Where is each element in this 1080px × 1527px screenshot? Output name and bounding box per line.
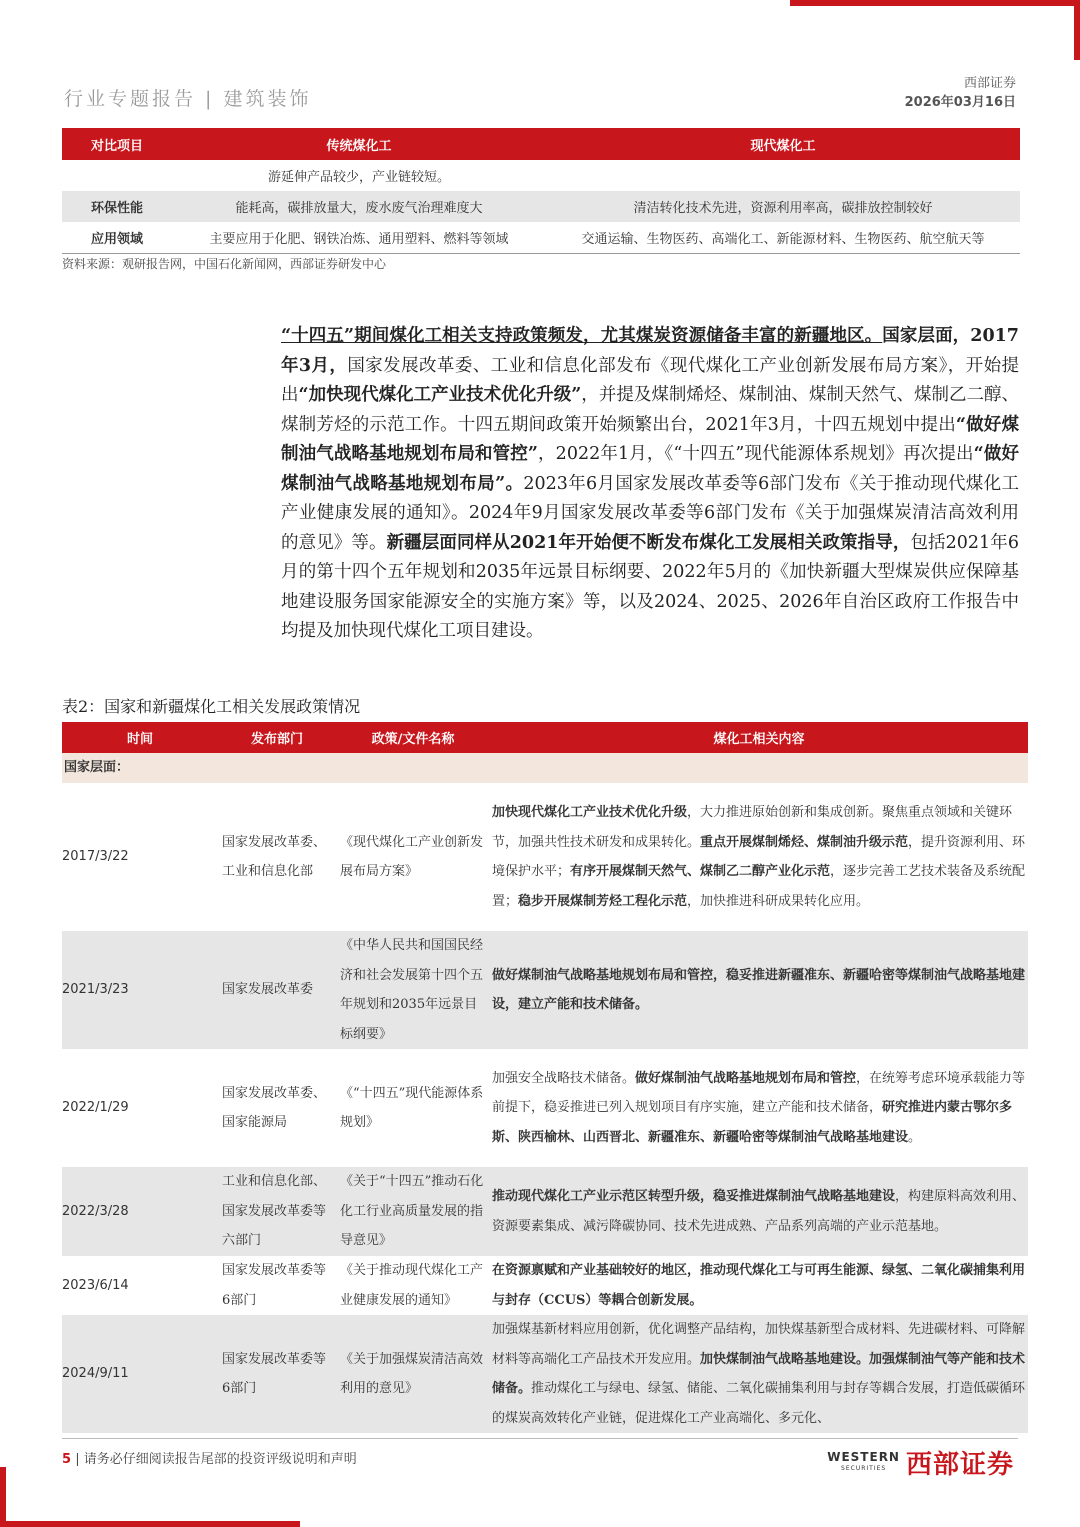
policy-content (490, 931, 1028, 1049)
header-date: 2026年03月16日 (904, 95, 1016, 110)
content-bold: 做好煤制油气战略基地规划布局和管控，稳妥推进新疆准东、新疆哈密等煤制油气战略基地建设，建立产能和技术储备。 (492, 967, 1026, 1012)
logo-english (827, 1451, 900, 1475)
header-info (905, 74, 1016, 112)
content-text: 。 (908, 1129, 922, 1145)
table-header-row (62, 722, 1028, 753)
para-bold: 新疆层面同样从2021年开始便不断发布煤化工发展相关政策指导， (386, 532, 911, 553)
content-bold: 加快煤制油气战略基地建设。加强煤制油气等产能和技术储备。 (492, 1351, 1026, 1396)
policy-content (490, 1315, 1028, 1433)
policy-content (490, 1167, 1028, 1256)
page-number: 5 (62, 1452, 72, 1467)
content-bold: 推动现代煤化工产业示范区转型升级，稳妥推进煤制油气战略基地建设 (492, 1189, 896, 1204)
footer-divider (62, 1438, 1018, 1439)
content-text: ，在统筹考虑环境承载能力等前提下，稳妥推进已列入规划项目有序实施，建立产能和技术储备， (492, 1070, 1026, 1116)
policy-date: 2022/1/29 (62, 1100, 129, 1116)
comparison-table (62, 128, 1020, 254)
policy-dept: 工业和信息化部、国家发展改革委等六部门 (218, 1167, 336, 1256)
content-bold: 研究推进内蒙古鄂尔多斯、陕西榆林、山西晋北、新疆准东、新疆哈密等煤制油气战略基地建设 (492, 1100, 1013, 1145)
policy-date: 2021/3/23 (62, 931, 218, 1049)
table-cell: 能耗高，碳排放量大，废水废气治理难度大 (172, 191, 546, 222)
content-bold: 稳步开展煤制芳烃工程化示范 (518, 893, 688, 909)
table-row (62, 783, 1028, 931)
table-cell: 游延伸产品较少，产业链较短。 (267, 170, 450, 185)
policy-dept: 国家发展改革委 (218, 931, 336, 1049)
footer-disclaimer: 5 | 请务必仔细阅读报告尾部的投资评级说明和声明 (62, 1452, 357, 1467)
content-bold: 加快现代煤化工产业技术优化升级 (492, 805, 688, 820)
policy-content (490, 1049, 1028, 1167)
policy-dept: 国家发展改革委、国家能源局 (222, 1085, 327, 1130)
content-text: ，大力推进原始创新和集成创新。聚焦重点领域和关键环节，加强共性技术研发和成果转化。 (492, 805, 1013, 850)
header-cell: 传统煤化工 (172, 128, 546, 160)
table-row (62, 160, 1020, 191)
content-text: ，逐步完善工艺技术装备及系统配置； (492, 864, 1026, 909)
disclaimer-text: 请务必仔细阅读报告尾部的投资评级说明和声明 (83, 1452, 357, 1467)
table-cell: 主要应用于化肥、钢铁冶炼、通用塑料、燃料等领域 (172, 222, 546, 254)
para-text: 包括2021年6月的第十四个五年规划和2035年远景目标纲要、2022年5月的《加快新疆大型煤炭供应保障基地建设服务国家能源安全的实施方案》等，以及2024、2025、2026年自治区政府工作报告中均提及加快现代煤化工项目建设。 (281, 532, 1020, 641)
header-cell: 政策/文件名称 (336, 722, 490, 753)
content-text: 推动煤化工与绿电、绿氢、储能、二氧化碳捕集利用与封存等耦合发展，打造低碳循环的煤炭高效转化产业链，促进煤化工产业高端化、多元化、 (492, 1381, 1026, 1426)
policy-content (490, 783, 1028, 931)
content-bold: 有序开展煤制天然气、煤制乙二醇产业化示范 (570, 864, 831, 879)
table-cell (62, 160, 172, 191)
content-bold: 做好煤制油气战略基地规划布局和管控 (635, 1070, 857, 1086)
policy-date: 2023/6/14 (62, 1277, 129, 1293)
body-paragraph (281, 322, 1019, 647)
table-row (62, 931, 1028, 1049)
policy-name: 《中华人民共和国国民经济和社会发展第十四个五年规划和2035年远景目标纲要》 (336, 931, 490, 1049)
table-row (62, 222, 1020, 254)
content-text: ，提升资源利用、环境保护水平； (492, 834, 1026, 879)
policy-dept: 国家发展改革委等6部门 (222, 1263, 327, 1308)
logo-chinese: 西部证券 (905, 1450, 1014, 1480)
table-row (62, 1256, 1028, 1315)
policy-content (490, 1256, 1028, 1315)
table-cell (546, 160, 1020, 191)
header-cell: 现代煤化工 (546, 128, 1020, 160)
policy-date: 2024/9/11 (62, 1315, 218, 1433)
content-text: 加强安全战略技术储备。 (492, 1070, 636, 1086)
logo-en-sub: SECURITIES (841, 1464, 887, 1472)
policy-name: 《关于推动现代煤化工产业健康发展的通知》 (340, 1263, 484, 1308)
table-row (62, 1049, 1028, 1167)
table-row (62, 191, 1020, 222)
table-caption: 表2：国家和新疆煤化工相关发展政策情况 (62, 697, 361, 716)
corner-decoration-bottom-left (0, 1467, 300, 1527)
para-text: ，并提及煤制烯烃、煤制油、煤制天然气、煤制乙二醇、煤制芳烃的示范工作。十四五期间政策开始频繁出台，2021年3月，十四五规划中提出 (281, 385, 1020, 435)
section-label: 国家层面： (62, 753, 1028, 783)
policy-table (62, 722, 1028, 1433)
table-cell: 清洁转化技术先进，资源利用率高，碳排放控制较好 (546, 191, 1020, 222)
para-text: 2023年6月国家发展改革委等6部门发布《关于推动现代煤化工产业健康发展的通知》。2024年9月国家发展改革委等6部门发布《关于加强煤炭清洁高效利用的意见》等。 (281, 473, 1019, 553)
policy-name: 《“十四五”现代能源体系规划》 (340, 1085, 484, 1130)
para-bold: 国家层面，2017年3月， (281, 326, 1019, 376)
logo-en-main: WESTERN (827, 1449, 900, 1464)
table-header-row (62, 128, 1020, 160)
report-category: 行业专题报告 | 建筑装饰 (64, 88, 312, 110)
policy-name: 《现代煤化工产业创新发展布局方案》 (340, 834, 484, 879)
content-text: ，加快推进科研成果转化应用。 (687, 893, 870, 909)
section-row (62, 753, 1028, 783)
para-bold: “加快现代煤化工产业技术优化升级” (298, 385, 582, 405)
table-row (62, 1167, 1028, 1256)
para-lead: “十四五”期间煤化工相关支持政策频发，尤其煤炭资源储备丰富的新疆地区。 (281, 326, 883, 346)
header-cell: 时间 (62, 722, 218, 753)
content-bold: 在资源禀赋和产业基础较好的地区，推动现代煤化工与可再生能源、绿氢、二氧化碳捕集利用与封存（CCUS）等耦合创新发展。 (492, 1263, 1026, 1308)
para-bold: “做好煤制油气战略基地规划布局”。 (281, 444, 1020, 494)
table-source: 资料来源：观研报告网，中国石化新闻网，西部证券研发中心 (62, 257, 387, 271)
table-cell: 环保性能 (62, 191, 172, 222)
corner-decoration-top-right (790, 0, 1080, 60)
policy-dept: 国家发展改革委、工业和信息化部 (222, 834, 327, 879)
table-cell: 交通运输、生物医药、高端化工、新能源材料、生物医药、航空航天等 (546, 222, 1020, 254)
policy-name: 《关于加强煤炭清洁高效利用的意见》 (336, 1315, 490, 1433)
para-text: 国家发展改革委、工业和信息化部发布《现代煤化工产业创新发展布局方案》，开始提出 (281, 355, 1019, 405)
para-text: ，2022年1月，《“十四五”现代能源体系规划》再次提出 (537, 444, 974, 464)
header-company: 西部证券 (963, 76, 1016, 91)
policy-date: 2017/3/22 (62, 849, 129, 865)
header-cell: 煤化工相关内容 (490, 722, 1028, 753)
policy-date: 2022/3/28 (62, 1167, 218, 1256)
content-bold: 重点开展煤制烯烃、煤制油升级示范 (700, 834, 909, 850)
header-cell: 对比项目 (62, 128, 172, 160)
policy-dept: 国家发展改革委等6部门 (218, 1315, 336, 1433)
content-text: ，构建原料高效利用、资源要素集成、减污降碳协同、技术先进成熟、产品系列高端的产业示范基地。 (492, 1189, 1026, 1234)
company-logo (827, 1444, 1014, 1481)
para-bold: “做好煤制油气战略基地规划布局和管控” (281, 414, 1019, 464)
content-text: 加强煤基新材料应用创新，优化调整产品结构，加快煤基新型合成材料、先进碳材料、可降解材料等高端化工产品技术开发应用。 (492, 1322, 1026, 1367)
table-row (62, 1315, 1028, 1433)
table-cell: 应用领域 (62, 222, 172, 254)
policy-name: 《关于“十四五”推动石化化工行业高质量发展的指导意见》 (336, 1167, 490, 1256)
header-cell: 发布部门 (218, 722, 336, 753)
